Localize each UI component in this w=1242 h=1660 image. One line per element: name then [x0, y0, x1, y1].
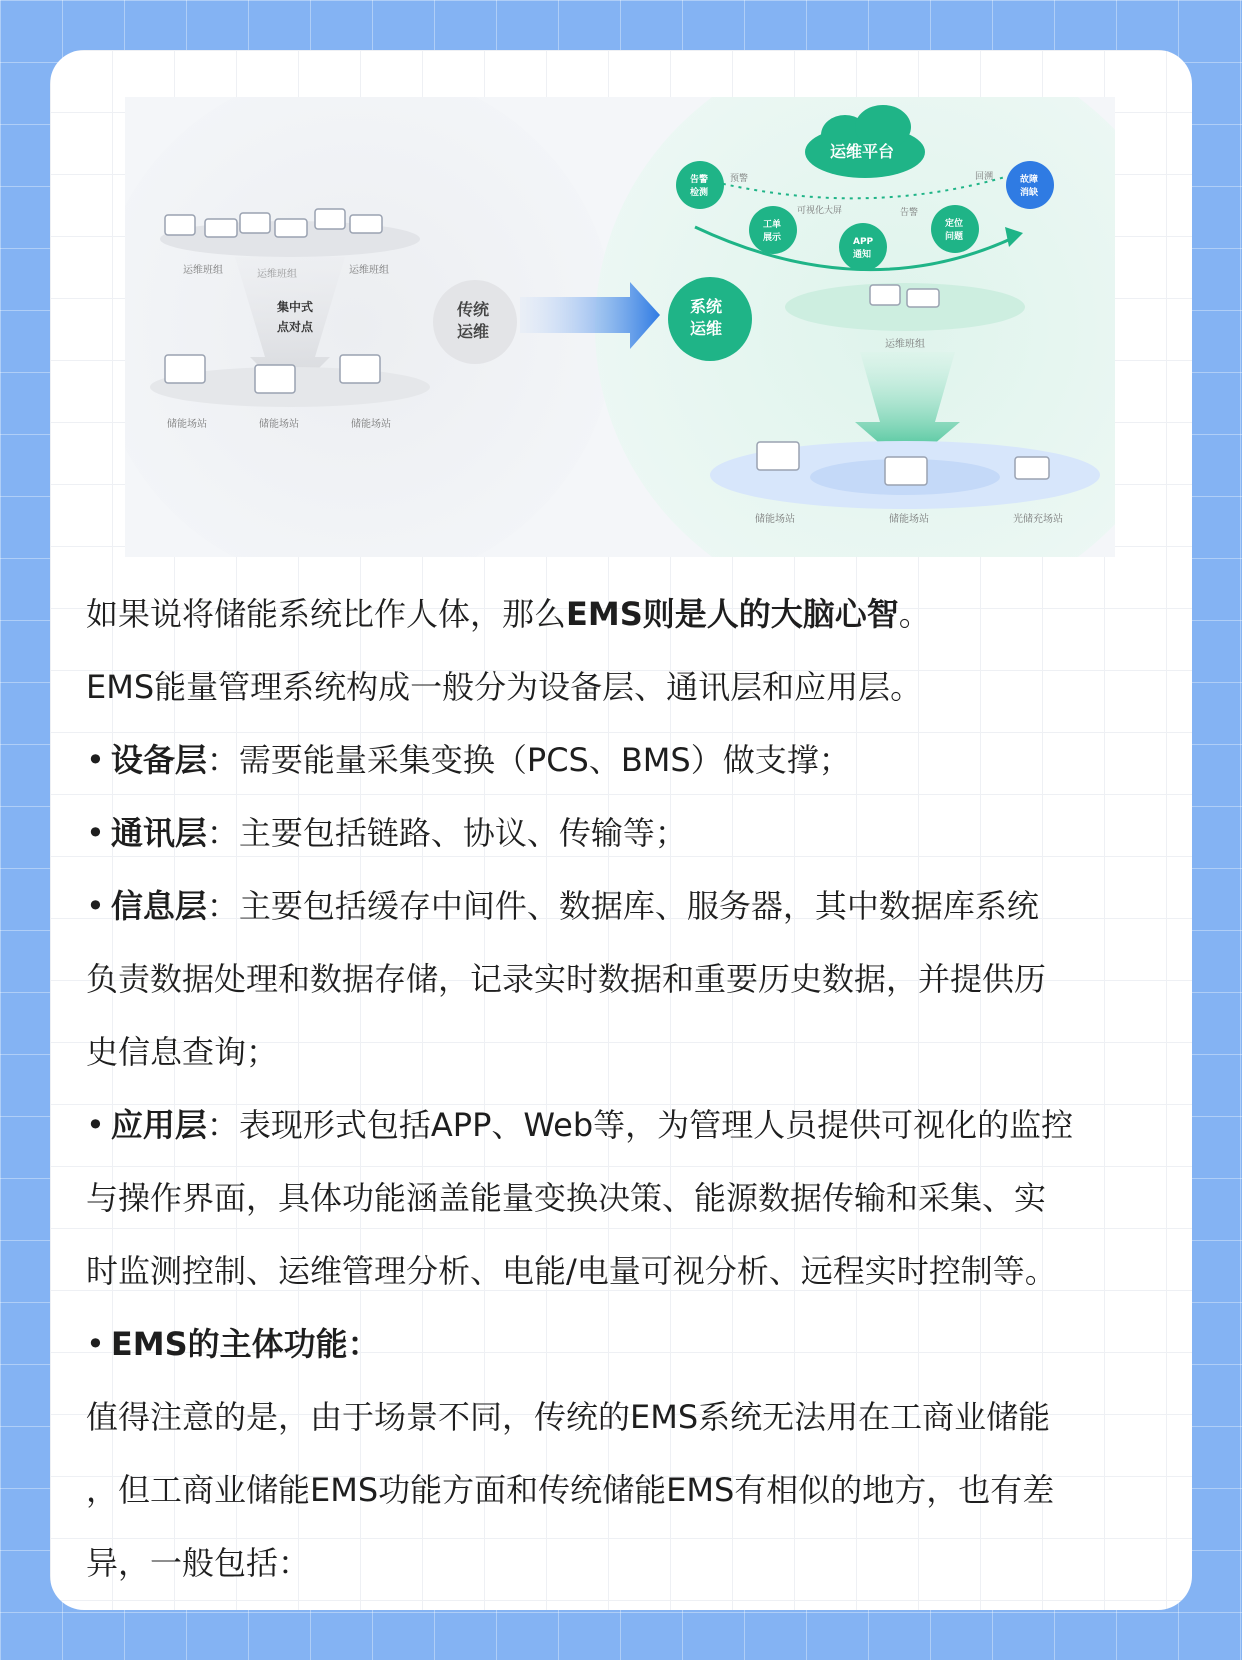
left-station-label-3: 储能场站	[351, 419, 391, 430]
info-layer-line-3: 史信息查询；	[86, 1033, 279, 1071]
node-work-order	[749, 206, 797, 254]
structure-paragraph: EMS能量管理系统构成一般分为设备层、通讯层和应用层。	[86, 668, 923, 706]
left-group-label-3: 运维班组	[349, 265, 389, 276]
diagram-svg	[125, 97, 1115, 557]
svg-text:问题: 问题	[945, 232, 964, 242]
bullet-information-layer: • 信息层：主要包括缓存中间件、数据库、服务器，其中数据库系统	[86, 887, 1039, 925]
svg-text:检测: 检测	[690, 188, 709, 198]
node-app-notify	[839, 223, 887, 271]
bullet-device-layer: • 设备层：需要能量采集变换（PCS、BMS）做支撑；	[86, 741, 851, 779]
note-line-2: ，但工商业储能EMS功能方面和传统储能EMS有相似的地方，也有差	[86, 1471, 1055, 1509]
arc-label-review: 回溯	[975, 172, 994, 182]
svg-text:定位: 定位	[945, 219, 964, 229]
centralized-label-1: 集中式	[277, 300, 314, 314]
svg-text:故障: 故障	[1020, 175, 1039, 185]
svg-text:通知: 通知	[853, 250, 872, 260]
node-fault-fix	[1006, 161, 1054, 209]
bullet-ems-functions: • EMS的主体功能：	[86, 1325, 380, 1363]
traditional-label-2: 运维	[457, 322, 490, 341]
svg-text:展示: 展示	[763, 233, 782, 243]
right-group-label: 运维班组	[885, 339, 925, 350]
svg-text:告警: 告警	[690, 175, 709, 185]
content-card	[50, 50, 1192, 1610]
right-station-label-1: 储能场站	[755, 514, 795, 525]
arc-label-visual: 可视化大屏	[797, 206, 843, 216]
centralized-label-2: 点对点	[277, 320, 314, 334]
system-label-1: 系统	[690, 297, 723, 316]
app-layer-line-3: 时监测控制、运维管理分析、电能/电量可视分析、远程实时控制等。	[86, 1252, 1057, 1290]
right-station-label-2: 储能场站	[889, 514, 929, 525]
arc-label-alarm: 告警	[900, 208, 919, 218]
node-alarm-detect	[676, 161, 724, 209]
svg-text:APP: APP	[853, 237, 874, 247]
ems-operation-diagram	[125, 97, 1115, 557]
left-group-label-1: 运维班组	[183, 265, 223, 276]
svg-text:消缺: 消缺	[1020, 188, 1039, 198]
right-group-platform	[785, 283, 1025, 331]
bullet-communication-layer: • 通讯层：主要包括链路、协议、传输等；	[86, 814, 687, 852]
node-locate	[931, 205, 979, 253]
left-station-label-1: 储能场站	[167, 419, 207, 430]
note-line-3: 异，一般包括：	[86, 1544, 311, 1582]
cloud-label: 运维平台	[830, 142, 895, 161]
arc-label-warn: 预警	[730, 174, 749, 184]
bullet-application-layer: • 应用层：表现形式包括APP、Web等，为管理人员提供可视化的监控	[86, 1106, 1074, 1144]
right-station-label-3: 光储充场站	[1013, 514, 1063, 525]
note-line-1: 值得注意的是，由于场景不同，传统的EMS系统无法用在工商业储能	[86, 1398, 1051, 1436]
article-body	[86, 578, 1166, 1600]
app-layer-line-2: 与操作界面，具体功能涵盖能量变换决策、能源数据传输和采集、实	[86, 1179, 1047, 1217]
svg-text:工单: 工单	[763, 220, 782, 230]
intro-paragraph: 如果说将储能系统比作人体，那么EMS则是人的大脑心智。	[86, 595, 931, 633]
left-station-label-2: 储能场站	[259, 419, 299, 430]
system-label-2: 运维	[690, 319, 723, 338]
traditional-label-1: 传统	[457, 300, 490, 319]
info-layer-line-2: 负责数据处理和数据存储，记录实时数据和重要历史数据，并提供历	[86, 960, 1047, 998]
